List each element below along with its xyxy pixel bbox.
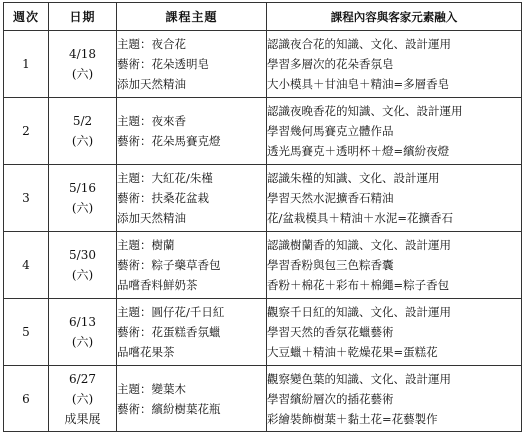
content-line: 學習天然的香氛花蠟藝術	[267, 325, 394, 339]
week-number: 2	[4, 98, 49, 165]
header-week: 週次	[4, 3, 49, 31]
topic-cell	[117, 232, 267, 299]
schedule-wrapper	[3, 2, 521, 430]
topic-line: 品嚐香料鮮奶茶	[117, 278, 198, 292]
topic-line: 添加天然精油	[117, 211, 186, 225]
table-row	[4, 366, 522, 432]
date-line: (六)	[71, 134, 94, 148]
table-row	[4, 165, 522, 232]
week-number: 4	[4, 232, 49, 299]
content-line: 認識朱槿的知識、文化、設計運用	[267, 171, 440, 185]
topic-line: 品嚐花果茶	[117, 345, 175, 359]
content-cell	[267, 98, 522, 165]
content-cell	[267, 299, 522, 366]
content-line: 彩繪裝飾樹葉＋黏土花=花藝製作	[267, 411, 438, 426]
table-row	[4, 98, 522, 165]
content-cell	[267, 165, 522, 232]
date-line: (六)	[71, 391, 94, 406]
topic-line: 主題：大紅花/朱槿	[117, 171, 213, 185]
date-line: 成果展	[64, 411, 101, 426]
topic-line: 藝術：花朵馬賽克燈	[117, 134, 221, 148]
header-content: 課程內容與客家元素融入	[267, 3, 522, 31]
topic-line: 藝術：花蛋糕香氛蠟	[117, 325, 221, 339]
date-cell	[49, 299, 117, 366]
date-line: (六)	[71, 335, 94, 349]
date-cell	[49, 366, 117, 432]
topic-line: 藝術：粽子藥草香包	[117, 258, 221, 272]
topic-cell	[117, 31, 267, 98]
topic-line: 主題：樹蘭	[117, 238, 175, 252]
topic-cell	[117, 299, 267, 366]
topic-line: 主題：圓仔花/千日紅	[117, 305, 225, 319]
header-topic: 課程主題	[117, 3, 267, 31]
date-line: 6/27	[69, 371, 96, 386]
topic-cell	[117, 98, 267, 165]
topic-line: 主題：夜來香	[117, 114, 186, 128]
course-schedule-table	[3, 2, 522, 432]
topic-cell	[117, 165, 267, 232]
header-date: 日期	[49, 3, 117, 31]
content-cell	[267, 31, 522, 98]
table-row	[4, 31, 522, 98]
content-line: 觀察變色葉的知識、文化、設計運用	[267, 371, 451, 386]
date-line: (六)	[71, 67, 94, 81]
content-cell	[267, 232, 522, 299]
week-number: 1	[4, 31, 49, 98]
topic-line: 藝術：繽紛樹葉花瓶	[117, 401, 221, 416]
content-line: 學習多層次的花朵香氛皂	[267, 57, 394, 71]
content-line: 香粉＋棉花＋彩布＋棉繩=粽子香包	[267, 278, 450, 292]
content-line: 透光馬賽克＋透明杯＋燈=繽紛夜燈	[267, 144, 450, 158]
topic-line: 藝術：扶桑花盆栽	[117, 191, 209, 205]
table-row	[4, 232, 522, 299]
content-line: 學習幾何馬賽克立體作品	[267, 124, 394, 138]
topic-cell	[117, 366, 267, 432]
content-line: 認識樹蘭香的知識、文化、設計運用	[267, 238, 451, 252]
week-number: 3	[4, 165, 49, 232]
date-cell	[49, 165, 117, 232]
content-line: 大豆蠟＋精油＋乾燥花果=蛋糕花	[267, 345, 438, 359]
content-line: 花/盆栽模具＋精油＋水泥=花擴香石	[267, 211, 454, 225]
topic-line: 藝術：花朵透明皂	[117, 57, 209, 71]
date-line: (六)	[71, 268, 94, 282]
topic-line: 添加天然精油	[117, 77, 186, 91]
date-cell	[49, 232, 117, 299]
date-line: 5/30	[69, 248, 96, 262]
topic-line: 主題：變葉木	[117, 381, 186, 396]
header-row	[4, 3, 522, 31]
content-line: 大小模具＋甘油皂＋精油=多層香皂	[267, 77, 450, 91]
content-line: 學習天然水泥擴香石精油	[267, 191, 394, 205]
content-line: 學習繽紛層次的插花藝術	[267, 391, 394, 406]
date-cell	[49, 98, 117, 165]
content-line: 認識夜晚香花的知識、文化、設計運用	[267, 104, 463, 118]
date-line: 4/18	[69, 47, 96, 61]
date-cell	[49, 31, 117, 98]
content-line: 觀察千日紅的知識、文化、設計運用	[267, 305, 451, 319]
content-line: 認識夜合花的知識、文化、設計運用	[267, 37, 451, 51]
topic-line: 主題：夜合花	[117, 37, 186, 51]
date-line: (六)	[71, 201, 94, 215]
table-row	[4, 299, 522, 366]
date-line: 5/2	[72, 114, 93, 128]
content-line: 學習香粉與包三色粽香囊	[267, 258, 394, 272]
week-number: 6	[4, 366, 49, 432]
date-line: 5/16	[69, 181, 96, 195]
date-line: 6/13	[69, 315, 96, 329]
schedule-body	[4, 31, 522, 432]
content-cell	[267, 366, 522, 432]
week-number: 5	[4, 299, 49, 366]
